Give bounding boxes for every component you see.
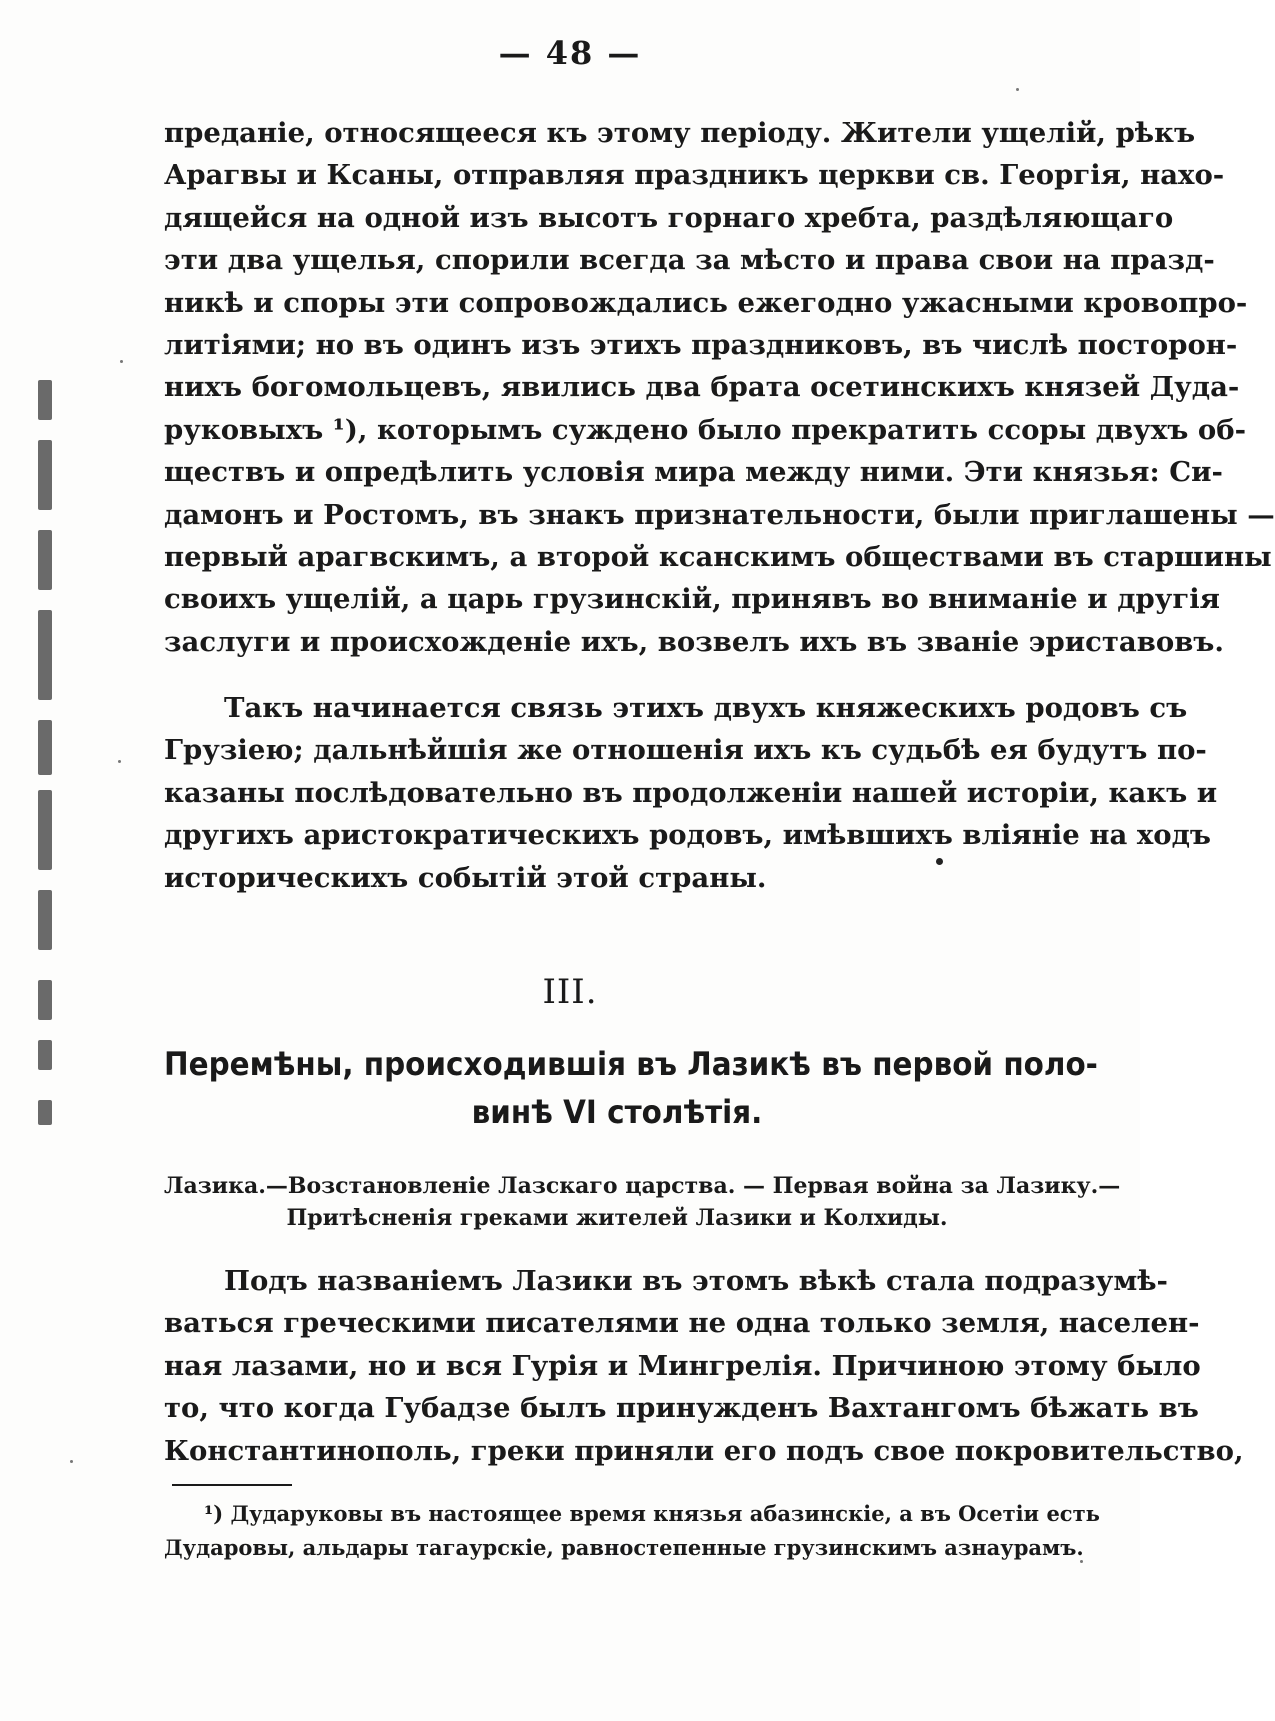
- scan-speck: [1016, 88, 1019, 91]
- text-line: казаны послѣдовательно въ продолженіи нашей исторіи, какъ и: [164, 776, 1218, 809]
- text-line: Грузіею; дальнѣйшія же отношенія ихъ къ судьбѣ ея будутъ по-: [164, 734, 1207, 767]
- scan-speck: [70, 1460, 73, 1463]
- text-line: преданіе, относящееся къ этому періоду. Жители ущелій, рѣкъ: [164, 117, 1196, 149]
- footnote: [164, 1497, 1100, 1565]
- chapter-summary: [164, 1170, 1121, 1234]
- text-line: литіями; но въ одинъ изъ этихъ праздниковъ, въ числѣ посторон-: [164, 328, 1238, 361]
- paragraph-2: [164, 687, 1218, 899]
- chapter-title: [164, 1040, 1098, 1136]
- text-line: ная лазами, но и вся Гурія и Мингрелія. Причиною этому было: [164, 1349, 1201, 1382]
- text-line: Константинополь, греки приняли его подъ свое покровительство,: [164, 1434, 1244, 1467]
- text-line: дящейся на одной изъ высотъ горнаго хребта, раздѣляющаго: [164, 201, 1174, 234]
- text-line: нихъ богомольцевъ, явились два брата осетинскихъ князей Дуда-: [164, 371, 1240, 404]
- text-line: ществъ и опредѣлить условія мира между ними. Эти князья: Си-: [164, 456, 1223, 489]
- text-line: то, что когда Губадзе былъ принужденъ Вахтангомъ бѣжать въ: [164, 1392, 1199, 1425]
- text-line: первый арагвскимъ, а второй ксанскимъ обществами въ старшины: [164, 540, 1272, 573]
- paragraph-1: [164, 112, 1275, 663]
- text-line: Такъ начинается связь этихъ двухъ княжескихъ родовъ съ: [224, 692, 1188, 724]
- text-line: своихъ ущелій, а царь грузинскій, принявъ во вниманіе и другія: [164, 583, 1220, 616]
- text-line: ваться греческими писателями не одна только земля, населен-: [164, 1307, 1200, 1340]
- paragraph-3: [164, 1260, 1244, 1472]
- summary-line: Лазика.—Возстановленіе Лазскаго царства. — Первая война за Лазику.—: [164, 1173, 1121, 1199]
- footnote-line: Дударовы, альдары тагаурскіе, равностепенные грузинскимъ азнаурамъ.: [164, 1535, 1084, 1560]
- summary-line: Притѣсненія греками жителей Лазики и Колхиды.: [286, 1205, 948, 1231]
- binding-edge-shadow: [30, 380, 60, 1140]
- text-line: эти два ущелья, спорили всегда за мѣсто и права свои на празд-: [164, 244, 1215, 277]
- chapter-title-line: винѣ VI столѣтія.: [471, 1093, 763, 1131]
- text-line: дамонъ и Ростомъ, въ знакъ признательности, были приглашены —: [164, 498, 1275, 531]
- text-line: руковыхъ ¹), которымъ суждено было прекратить ссоры двухъ об-: [164, 413, 1246, 446]
- scan-speck: [118, 760, 121, 763]
- chapter-title-line: Перемѣны, происходившія въ Лазикѣ въ первой поло-: [164, 1045, 1098, 1083]
- scan-speck: [120, 360, 123, 363]
- text-line: Подъ названіемъ Лазики въ этомъ вѣкѣ стала подразумѣ-: [224, 1265, 1168, 1297]
- text-line: никѣ и споры эти сопровождались ежегодно ужасными кровопро-: [164, 286, 1248, 319]
- text-line: историческихъ событій этой страны.: [164, 861, 767, 894]
- text-line: Арагвы и Ксаны, отправляя праздникъ церкви св. Георгія, нахо-: [164, 159, 1225, 192]
- section-numeral: III.: [542, 972, 598, 1012]
- page-number: — 48 —: [498, 34, 642, 72]
- scan-speck: [1080, 1560, 1083, 1563]
- footnote-line: ¹) Дударуковы въ настоящее время князья абазинскіе, а въ Осетіи есть: [204, 1501, 1100, 1526]
- footnote-divider: [172, 1484, 292, 1486]
- text-line: заслуги и происхожденіе ихъ, возвелъ ихъ въ званіе эриставовъ.: [164, 625, 1224, 658]
- text-line: другихъ аристократическихъ родовъ, имѣвшихъ вліяніе на ходъ: [164, 819, 1212, 852]
